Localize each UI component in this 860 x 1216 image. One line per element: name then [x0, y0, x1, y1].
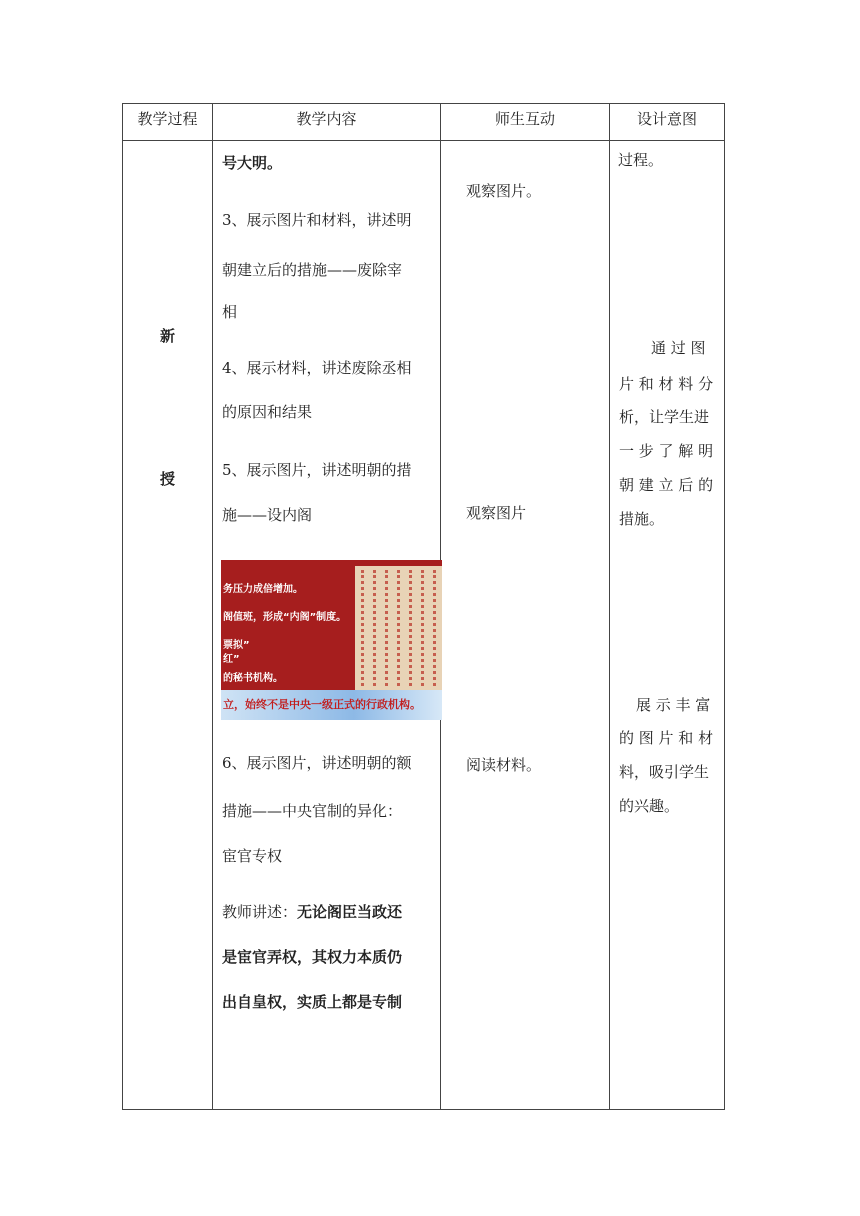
- slide-text-line2: 阁值班，形成“内阁”制度。: [223, 612, 347, 623]
- header-design-intent: 设计意图: [636, 110, 697, 128]
- process-char-xin: 新: [160, 327, 176, 345]
- header-teaching-content: 教学内容: [296, 110, 357, 128]
- intent-p1-line3: 析，让学生进: [619, 408, 710, 426]
- content-item6-line3: 宦官专权: [222, 847, 283, 865]
- interaction-read: 阅读材料。: [466, 756, 542, 774]
- content-item3-line2: 朝建立后的措施——废除宰: [222, 261, 403, 279]
- intent-p1-line2: 片 和 材 料 分: [619, 375, 714, 393]
- intent-p1-line5: 朝 建 立 后 的: [619, 476, 714, 494]
- content-item5-line1: 5、展示图片，讲述明朝的措: [222, 461, 412, 479]
- content-teacher-line2: 是宦官弄权，其权力本质仍: [222, 948, 403, 966]
- slide-band-text: 立，始终不是中央一级正式的行政机构。: [223, 698, 421, 711]
- content-line: 号大明。: [222, 154, 283, 172]
- intent-p1-line4: 一 步 了 解 明: [619, 442, 714, 460]
- interaction-observe-2: 观察图片: [466, 504, 527, 522]
- content-item6-line1: 6、展示图片，讲述明朝的额: [222, 754, 412, 772]
- process-char-shou: 授: [160, 470, 176, 488]
- column-divider: [609, 104, 610, 1109]
- content-item4-line1: 4、展示材料，讲述废除丞相: [222, 359, 412, 377]
- intent-p2-line3: 料，吸引学生: [619, 763, 710, 781]
- intent-p2-line2: 的 图 片 和 材: [619, 729, 714, 747]
- content-teacher-line3: 出自皇权，实质上都是专制: [222, 993, 403, 1011]
- intent-p2-line1: 展 示 丰 富: [636, 696, 711, 714]
- intent-p2-line4: 的兴趣。: [619, 797, 680, 815]
- slide-text-line4: 红”: [223, 654, 240, 665]
- header-interaction: 师生互动: [494, 110, 555, 128]
- intent-p1-line6: 措施。: [619, 510, 665, 528]
- column-divider: [212, 104, 213, 1109]
- intent-p1-line1: 通 过 图: [651, 339, 706, 357]
- intent-line0: 过程。: [618, 151, 664, 169]
- teacher-bold-text: 无论阁臣当政还: [297, 903, 403, 921]
- content-teacher-line1: [222, 902, 402, 922]
- calligraphy-document-image: [355, 566, 442, 690]
- slide-bottom-band: [221, 690, 442, 720]
- content-item6-line2: 措施——中央官制的异化：: [222, 802, 403, 820]
- teacher-prefix: 教师讲述：: [222, 903, 298, 921]
- content-item3-line1: 3、展示图片和材料，讲述明: [222, 211, 412, 229]
- header-divider: [123, 140, 724, 141]
- cabinet-slide-image: [221, 560, 442, 720]
- slide-text-line5: 的秘书机构。: [223, 673, 283, 684]
- interaction-observe-1: 观察图片。: [466, 182, 542, 200]
- content-item3-line3: 相: [222, 303, 238, 321]
- header-teaching-process: 教学过程: [137, 110, 198, 128]
- content-item5-line2: 施——设内阁: [222, 506, 313, 524]
- slide-text-line3: 票拟”: [223, 640, 250, 651]
- content-item4-line2: 的原因和结果: [222, 403, 313, 421]
- slide-text-line1: 务压力成倍增加。: [223, 584, 303, 595]
- lesson-plan-table: [122, 103, 725, 1110]
